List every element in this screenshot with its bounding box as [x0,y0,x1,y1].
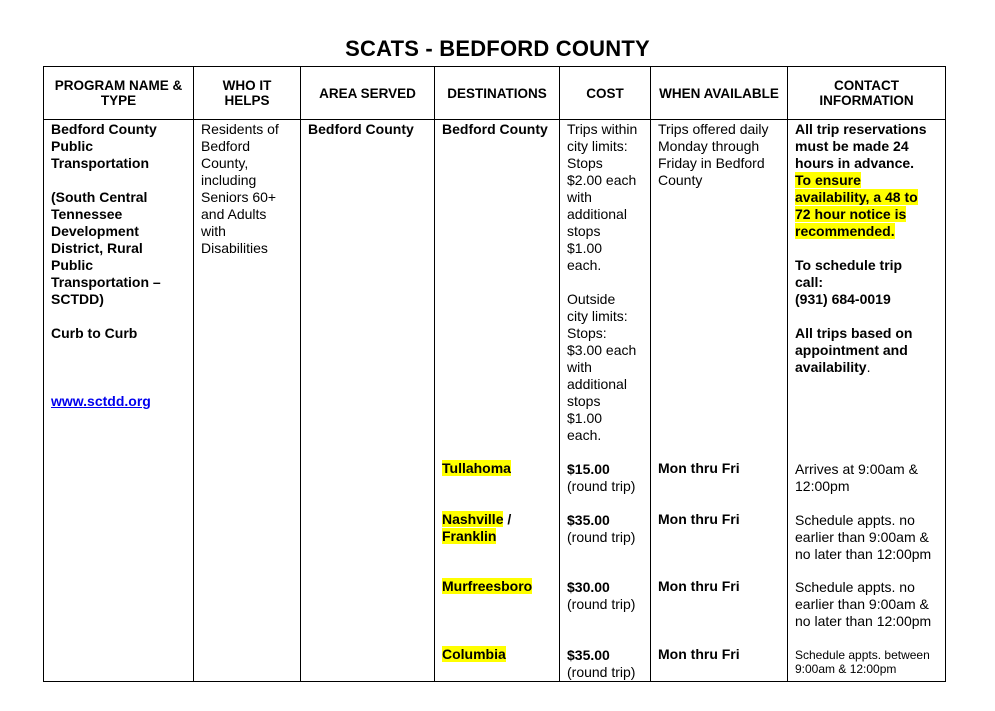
header-row [44,67,946,120]
page-title: SCATS - BEDFORD COUNTY [345,36,650,61]
trip-contact: Schedule appts. between 9:00am & 12:00pm [795,648,930,676]
program-cell [44,120,194,682]
trip-cost: $15.00 (round trip) [567,461,636,494]
trip-contact: Arrives at 9:00am & 12:00pm [795,461,918,494]
area-served-cell: Bedford County [301,120,435,682]
program-type: Curb to Curb [51,325,138,341]
trip-cost: $35.00 (round trip) [567,647,636,680]
when-available-cell [651,120,788,682]
schedule-phone: To schedule trip call: (931) 684-0019 [795,257,903,307]
trip-when: Mon thru Fri [658,460,740,476]
header-area-served: AREA SERVED [301,67,435,120]
contact-cell [788,120,946,682]
program-name: Bedford County Public Transportation [51,121,157,171]
trip-when: Mon thru Fri [658,646,740,662]
header-contact: CONTACT INFORMATION [788,67,946,120]
availability-notice: To ensure availability, a 48 to 72 hour notice is recommended. [795,172,918,239]
cost-cell [560,120,651,682]
destination-trip: Murfreesboro [442,578,533,594]
service-row [44,120,946,682]
trip-when: Mon thru Fri [658,578,740,594]
trip-contact: Schedule appts. no earlier than 9:00am & no later than 12:00pm [795,579,932,629]
header-destinations: DESTINATIONS [435,67,560,120]
when-local: Trips offered daily Monday through Friday in Bedford County [658,121,769,188]
website-link[interactable]: www.sctdd.org [51,393,151,409]
header-cost: COST [560,67,651,120]
cost-outside-city: Outside city limits: Stops: $3.00 each with additional stops $1.00 each. [567,291,637,443]
destination-trip: Tullahoma [442,460,511,476]
destinations-cell [435,120,560,682]
reservation-note: All trip reservations must be made 24 hours in advance. [795,121,927,171]
appointment-note: All trips based on appointment and availability. [795,325,913,375]
header-who-helps: WHO IT HELPS [194,67,301,120]
destination-local: Bedford County [442,121,548,137]
destination-trip: Nashville / Franklin [442,511,512,544]
services-table [43,66,946,682]
header-program: PROGRAM NAME & TYPE [44,67,194,120]
program-organization: (South Central Tennessee Development District, Rural Public Transportation – SCTDD) [51,189,161,307]
trip-when: Mon thru Fri [658,511,740,527]
trip-contact: Schedule appts. no earlier than 9:00am & no later than 12:00pm [795,512,932,562]
trip-cost: $30.00 (round trip) [567,579,636,612]
trip-cost: $35.00 (round trip) [567,512,636,545]
cost-inside-city: Trips within city limits: Stops $2.00 each with additional stops $1.00 each. [567,121,638,273]
who-helps-cell: Residents of Bedford County, including Seniors 60+ and Adults with Disabilities [194,120,301,682]
header-when-available: WHEN AVAILABLE [651,67,788,120]
destination-trip: Columbia [442,646,506,662]
